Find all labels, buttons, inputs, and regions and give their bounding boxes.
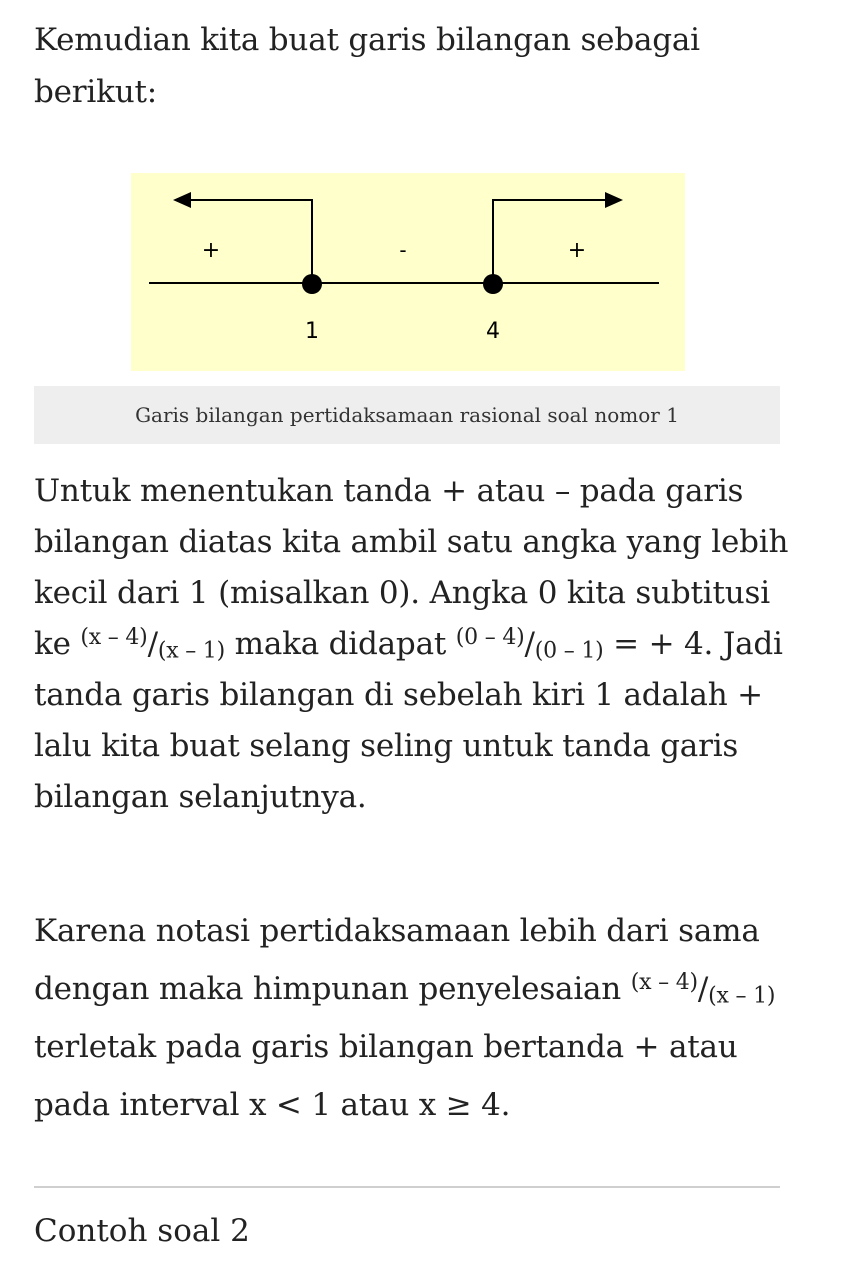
right-arrowhead-icon (605, 192, 623, 208)
number-line-point-1 (302, 274, 322, 294)
point-label-1: 1 (305, 319, 319, 344)
fraction-expression-1: $^{(x - 4)}/_{(x - 1)}$ (80, 625, 225, 664)
p2-line-2a: dengan maka himpunan penyelesaian (34, 971, 631, 1007)
p2-line-3: terletak pada garis bilangan bertanda + atau (34, 1029, 738, 1065)
fraction-3-denominator: (x – 1) (708, 983, 776, 1009)
intro-paragraph (34, 14, 804, 118)
conclusion-paragraph (34, 902, 804, 1134)
p1-line-6: lalu kita buat selang seling untuk tanda garis (34, 728, 739, 764)
next-example-heading: Contoh soal 2 (34, 1213, 250, 1249)
p1-line-4b: maka didapat (224, 626, 456, 662)
p1-line-4c: = + 4. Jadi (603, 626, 783, 662)
fraction-1-denominator: (x – 1) (157, 638, 225, 664)
p1-line-4a: ke (34, 626, 81, 662)
number-line-point-4 (483, 274, 503, 294)
figure-caption-text: Garis bilangan pertidaksamaan rasional soal nomor 1 (135, 403, 679, 427)
explanation-paragraph (34, 466, 804, 823)
p1-line-5: tanda garis bilangan di sebelah kiri 1 adalah + (34, 677, 763, 713)
p2-line-4: pada interval x < 1 atau x ≥ 4. (34, 1087, 511, 1123)
right-region-arrow (493, 200, 611, 283)
left-arrowhead-icon (173, 192, 191, 208)
fraction-expression-2: $^{(0 - 4)}/_{(0 - 1)}$ (455, 625, 604, 664)
sign-label-left: + (201, 238, 221, 263)
intro-line-1: Kemudian kita buat garis bilangan sebagai (34, 22, 700, 58)
intro-line-2: berikut: (34, 74, 157, 110)
number-line-figure (131, 173, 685, 371)
sign-label-middle: - (399, 238, 407, 262)
fraction-3-numerator: (x – 4) (630, 970, 698, 996)
p1-line-2: bilangan diatas kita ambil satu angka yang lebih (34, 524, 789, 560)
p1-line-7: bilangan selanjutnya. (34, 779, 367, 815)
fraction-2-numerator: (0 – 4) (455, 625, 525, 651)
p1-line-3: kecil dari 1 (misalkan 0). Angka 0 kita subtitusi (34, 575, 770, 611)
point-label-4: 4 (486, 319, 500, 344)
section-divider (34, 1186, 780, 1188)
figure-caption (34, 386, 780, 444)
sign-label-right: + (567, 238, 587, 263)
fraction-expression-3: $^{(x - 4)}/_{(x - 1)}$ (630, 970, 776, 1009)
fraction-1-numerator: (x – 4) (80, 625, 148, 651)
p2-line-1: Karena notasi pertidaksamaan lebih dari sama (34, 913, 760, 949)
p1-line-1: Untuk menentukan tanda + atau – pada garis (34, 473, 744, 509)
fraction-2-denominator: (0 – 1) (534, 638, 604, 664)
number-line-svg (131, 173, 685, 371)
